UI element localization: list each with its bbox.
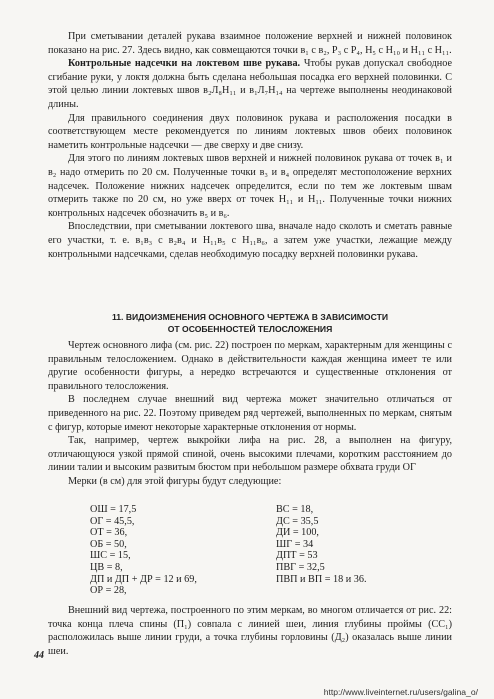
paragraph: В последнем случае внешний вид чертежа может значительно отличаться от приведенного на рис. 22. Поэтому приведем ряд чертежей, выполненных по меркам, снятым с фигур, которые имеют некоторые характерные отклонения от нормы.	[48, 394, 452, 433]
bold-para-rest: Чтобы рукав допускал свободное сгибание руки, у локтя должна быть сделана небольшая посадка его верхней половинки. С этой целью линии локтевых швов в₂Л₈Н₁₁ и в₁Л₇Н₁₄ на чертеже выполнены неодинаковой длины.	[48, 58, 452, 110]
bold-lead: Контрольные надсечки на локтевом шве рукава.	[68, 58, 301, 70]
page-number: 44	[34, 650, 44, 661]
measurement: ВС = 18,	[276, 504, 314, 515]
measurement: ОШ = 17,5	[90, 504, 137, 515]
text-end	[48, 604, 452, 658]
text-middle	[48, 339, 452, 489]
text-top	[48, 30, 452, 261]
measurements-left	[90, 504, 197, 597]
measurement: ДПТ = 53	[276, 550, 318, 562]
paragraph-bold-lead	[48, 57, 452, 111]
heading-line-1: 11. ВИДОИЗМЕНЕНИЯ ОСНОВНОГО ЧЕРТЕЖА В ЗАВИСИМОСТИ	[111, 312, 389, 322]
paragraph: Для правильного соединения двух половинок рукава и расположения посадки в соответствующем месте рекомендуется по линиям локтевых швов обеих половинок наметить контрольные надсечки — две сверху и две снизу.	[48, 112, 452, 151]
section-heading	[48, 311, 452, 335]
watermark-url: http://www.liveinternet.ru/users/galina_o/	[323, 687, 478, 697]
paragraph: Впоследствии, при сметывании локтевого шва, вначале надо сколоть и сметать равные его участки, т. е. в₁в₃ с в₂в₄ и Н₁₁в₅ с Н₁₁в₆, а затем уже участки, лежащие между контрольными надсечками, сделав необходимую посадку верхней половинки рукава.	[48, 221, 452, 260]
measurement: ЦВ = 8,	[90, 561, 123, 573]
paragraph: Чертеж основного лифа (см. рис. 22) построен по меркам, характерным для женщины с правильным телосложением. Однако в действительности каждая женщина имеет те или другие особенности фигуры, а нередко встречаются и существенные отклонения от правильного телосложения.	[48, 340, 452, 392]
paragraph: При сметывании деталей рукава взаимное положение верхней и нижней половинок показано на рис. 27. Здесь видно, как совмещаются точки в₁ с в₂, Р₃ с Р₄, Н₅ с Н₁₀ и Н₁₁ с Н₁₁.	[48, 31, 452, 56]
paragraph: Так, например, чертеж выкройки лифа на рис. 28, а выполнен на фигуру, отличающуюся узкой прямой спиной, очень высокими плечами, коротким расстоянием до линии талии и высоким развитым бюстом при небольшом размере обхвата груди ОГ	[48, 435, 452, 474]
paragraph: Для этого по линиям локтевых швов верхней и нижней половинок рукава от точек в₁ и в₂ надо отмерить по 20 см. Полученные точки в₃ и в₄ определят местоположение верхних надсечек. Положение нижних надсечек определится, если по тем же локтевым швам отмерить также по 20 см, но уже вверх от точек Н₁₁ и Н₁₁. Полученные точки нижних контрольных надсечек обозначить в₅ и в₆.	[48, 153, 452, 219]
paragraph: Внешний вид чертежа, построенного по этим меркам, во многом отличается от рис. 22: точка конца плеча спины (П₁) совпала с линией шеи, линия глубины проймы (СС₁) расположилась выше линии груди, а точка глубины горловины (Д₂) оказалась выше линии шеи.	[48, 605, 452, 657]
measurement: ДИ = 100,	[276, 527, 319, 539]
measurement: ПВП и ВП = 18 и 36.	[276, 573, 367, 585]
measurement: ПВГ = 32,5	[276, 561, 325, 573]
measurement: ДП и ДП + ДР = 12 и 69,	[90, 573, 197, 585]
measurement: ОТ = 36,	[90, 527, 128, 539]
measurement: ОГ = 45,5,	[90, 515, 135, 527]
measurement: ДС = 35,5	[276, 515, 319, 527]
paragraph: Мерки (в см) для этой фигуры будут следующие:	[68, 475, 282, 487]
measurement: ШГ = 34	[276, 538, 314, 550]
measurement: ОБ = 50,	[90, 538, 127, 550]
heading-line-2: ОТ ОСОБЕННОСТЕЙ ТЕЛОСЛОЖЕНИЯ	[167, 324, 333, 334]
measurements-right	[276, 504, 367, 585]
measurement: ОР = 28,	[90, 585, 127, 597]
measurement: ШС = 15,	[90, 550, 131, 562]
